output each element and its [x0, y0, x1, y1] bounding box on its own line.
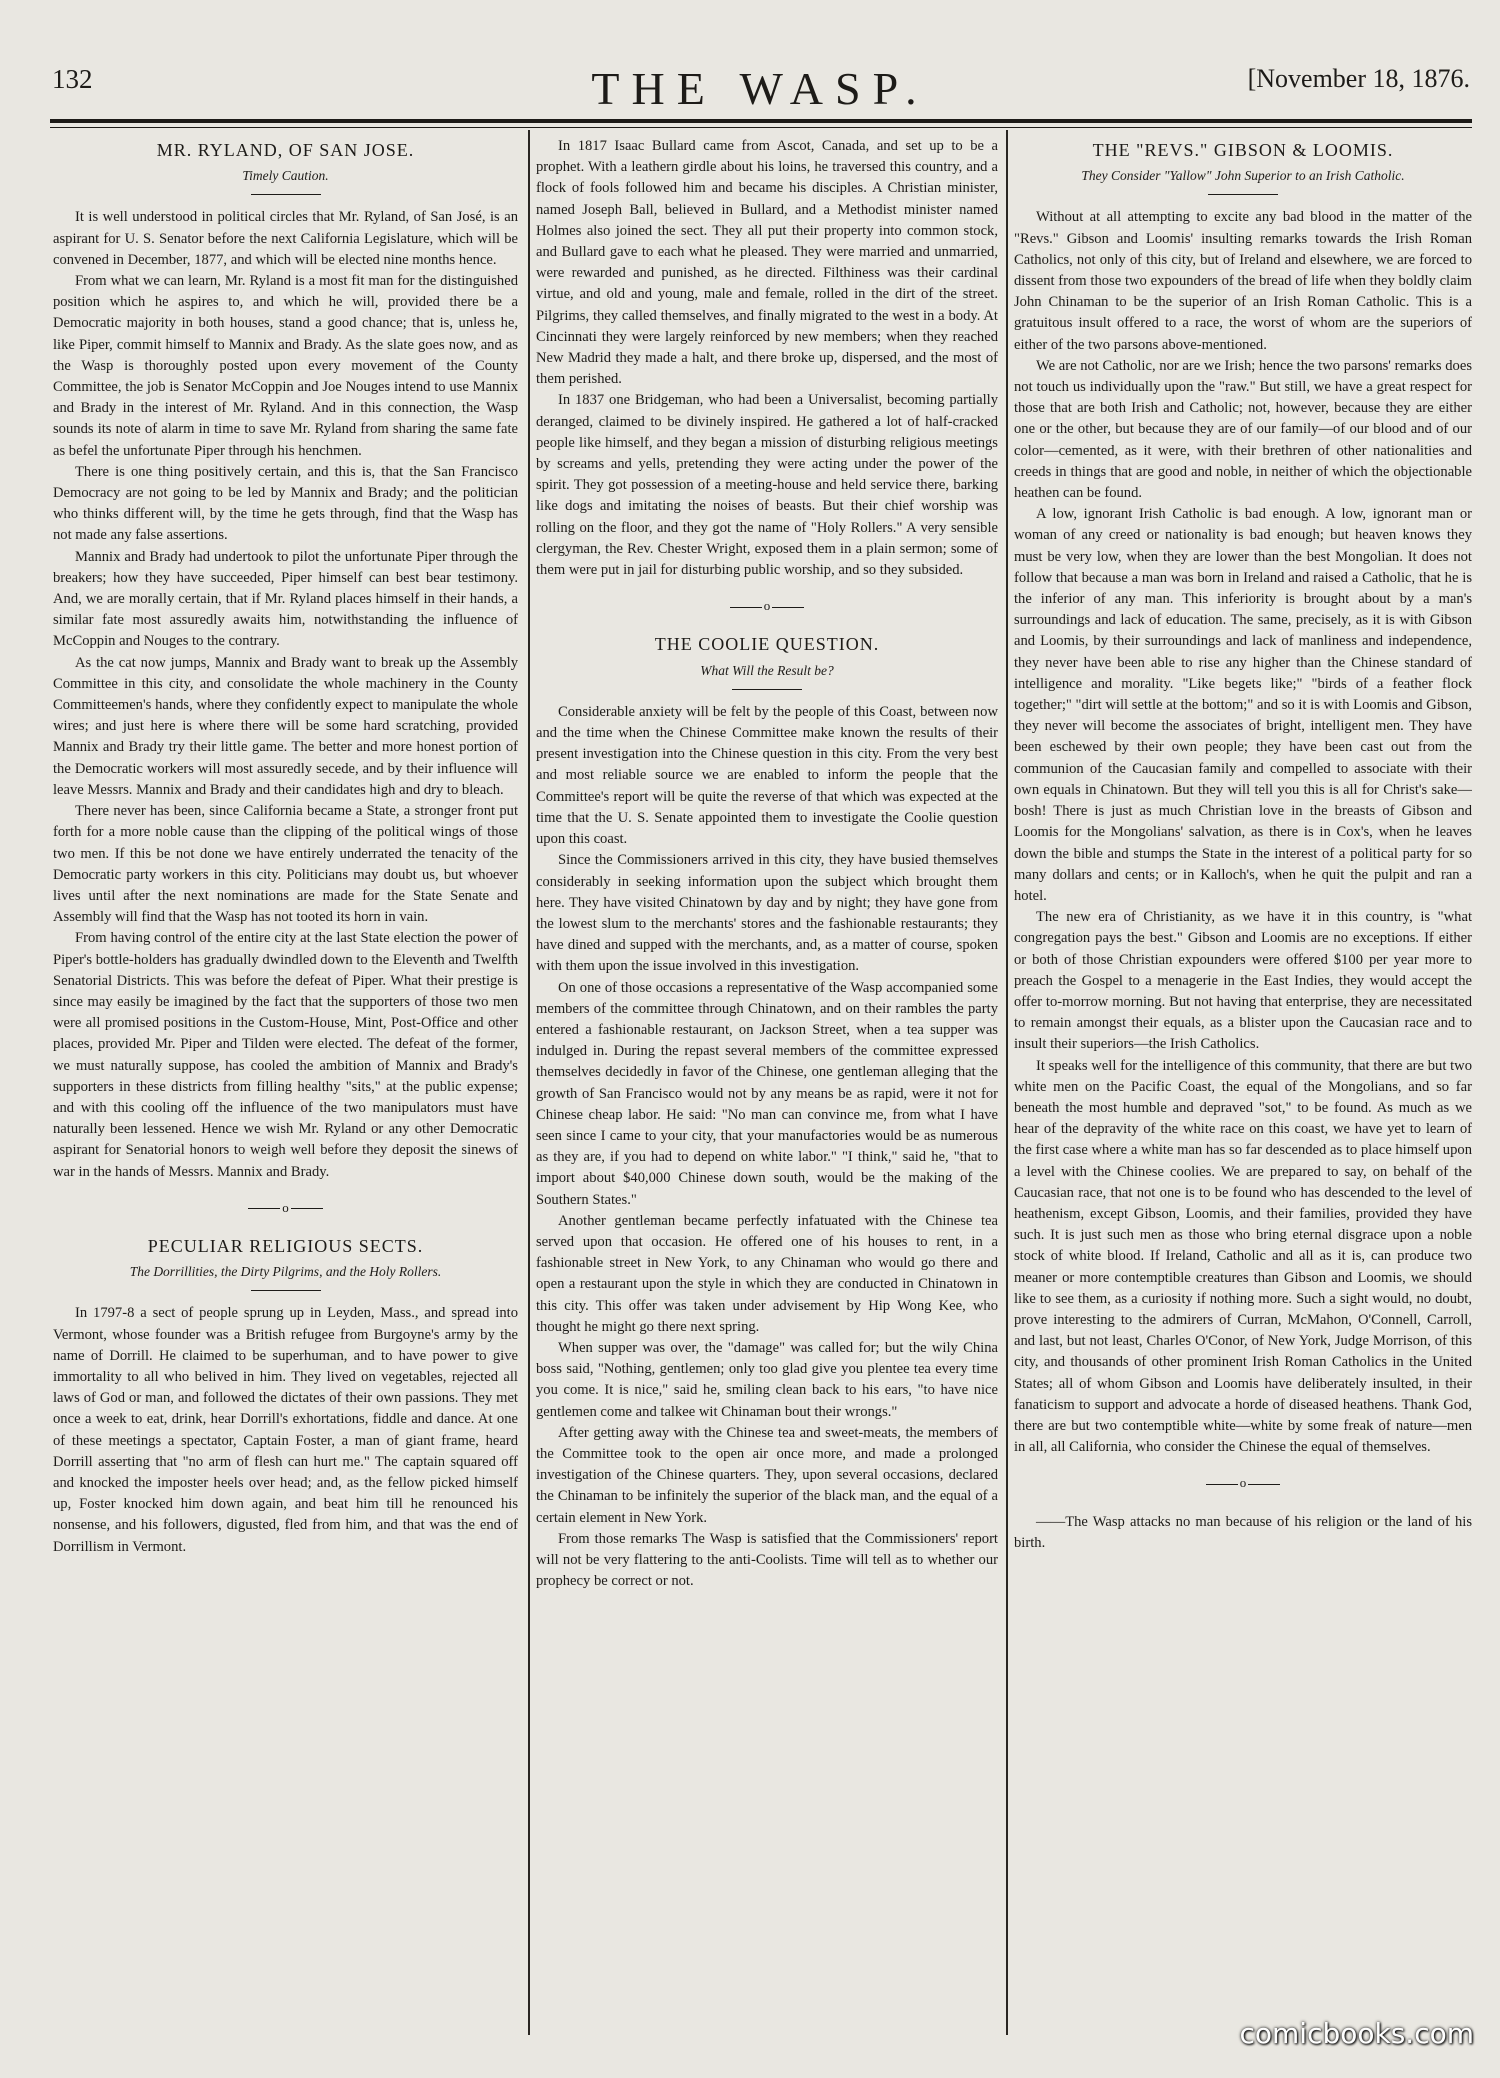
section-ornament: o	[53, 1197, 518, 1218]
paragraph: We are not Catholic, nor are we Irish; hence the two parsons' remarks does not touch us individually upon the "raw." But still, we have a great respect for those that are both Irish and Catholic; not, however, because they are either one or the other, but because they are of our family—of our blood and of our color—cemented, as it were, with their brethren of other nationalities and creeds in things that are good and noble, in neither of which the objectionable heathen can be found.	[1014, 357, 1472, 502]
headline-gibson-loomis: THE "REVS." GIBSON & LOOMIS.	[1092, 140, 1394, 160]
masthead-rule-thin	[50, 127, 1472, 128]
column-divider	[1006, 130, 1008, 2035]
paragraph: After getting away with the Chinese tea and sweet-meats, the members of the Committee took to the open air once more, and made a prolonged investigation of the Chinese quarters. They, upon several occasions, declared the Chinaman to be infinitely the superior of the black man, and the equal of a certain element in New York.	[536, 1424, 998, 1526]
paragraph: From what we can learn, Mr. Ryland is a most fit man for the distinguished position which he aspires to, and which he will, provided there be a Democratic majority in both houses, stand a good chance; that is, unless he, like Piper, commit himself to Mannix and Brady. As the slate goes now, and as the Wasp is thoroughly posted upon every movement of the County Committee, the job is Senator McCoppin and Joe Nouges intend to use Mannix and Brady in the interest of Mr. Ryland. And in this connection, the Wasp sounds its note of alarm in time to save Mr. Ryland from sharing the same fate as befel the unfortunate Piper through his henchmen.	[53, 273, 518, 459]
short-rule	[732, 689, 802, 690]
wasp-note	[1014, 1512, 1472, 1554]
masthead	[50, 62, 1470, 112]
column-1	[53, 136, 518, 2036]
publication-title: THE WASP.	[591, 63, 929, 114]
watermark: comicbooks.com	[1239, 2017, 1474, 2050]
paragraph: A low, ignorant Irish Catholic is bad enough. A low, ignorant man or woman of any creed or nationality is bad enough; but heaven knows they must be very low, when they are lower than the best Mongolian. It does not follow that because a man was born in Ireland and raised a Catholic, that he is the inferior of any man. This inferiority is brought about by a man's surroundings and lack of education. The same, precisely, as it is with Gibson and Loomis, by their surroundings and lack of manliness and independence, they never have been able to rise any higher than the Chinese standard of intelligence and morality. "Like begets like;" "birds of a feather flock together;" "dirt will settle at the bottom;" and so it is with Loomis and Gibson, they never will become the associates of bright, intelligent men. They have been eschewed by their own people; they have been cast out from the communion of the Caucasian family and compelled to associate with their own equals in Chinatown. But they will tell you this is all for Christ's sake—bosh! There is just as much Christian love in the breasts of Gibson and Loomis for the Mongolians' salvation, as there is in Cox's, when he leaves down the bible and stumps the State in the interest of a political party for so many dollars and cents; or in Kalloch's, when he quit the pulpit and ran a hotel.	[1014, 506, 1472, 904]
column-3	[1014, 136, 1472, 2036]
column-divider	[528, 130, 530, 2035]
paragraph: Considerable anxiety will be felt by the people of this Coast, between now and the time when the Chinese Committee make known the results of their present investigation into the Chinese question in this city. From the very best and most reliable source we are enabled to inform the people that the Committee's report will be quite the reverse of that which was expected at the time that the U. S. Senate appointed them to investigate the Coolie question upon this coast.	[536, 703, 998, 848]
paragraph: There never has been, since California became a State, a stronger front put forth for a more noble cause than the clipping of the political wings of those two men. If this be not done we have entirely underrated the tenacity of the Democratic party workers in this city. Politicians may doubt us, but whoever lives until after the next nominations are made for the State Senate and Assembly will find that the Wasp has not tooted its horn in vain.	[53, 803, 518, 926]
section-ornament: o	[536, 595, 998, 616]
paragraph: There is one thing positively certain, and this is, that the San Francisco Democracy are not going to be led by Mannix and Brady; and the politician who thinks different will, by the time he gets through, find that the Wasp has not made any false assertions.	[53, 463, 518, 544]
short-rule	[1208, 194, 1278, 195]
subhead-gibson-loomis: They Consider "Yallow" John Superior to an Irish Catholic.	[1081, 168, 1405, 184]
paragraph: In 1817 Isaac Bullard came from Ascot, Canada, and set up to be a prophet. With a leathern girdle about his loins, he traversed this country, and a flock of fools followed him and became his disciples. A Christian minister, named Joseph Ball, believed in Bullard, and a Methodist minister named Holmes also joined the sect. They all put their property into common stock, and Bullard gave to each what he pleased. They were married and unmarried, were rewarded and punished, as he directed. Filthiness was their cardinal virtue, and old and young, male and female, rolled in the dirt of the street. Pilgrims, they called themselves, and finally migrated to the west in a body. At Cincinnati they were largely reinforced by new members; when they reached New Madrid they made a halt, and there broke up, dispersed, and the most of them perished.	[536, 138, 998, 388]
article-body-sects-continued	[536, 136, 998, 581]
paragraph: Another gentleman became perfectly infatuated with the Chinese tea served upon that occasion. He offered one of his houses to rent, in a fashionable street in New York, to any Chinaman who would go there and open a restaurant upon the style in which they are conducted in Chinatown in this city. This offer was taken under advisement by Hip Wong Kee, who thought he might go there next spring.	[536, 1212, 998, 1335]
article-body-coolie	[536, 702, 998, 1593]
column-2	[536, 136, 998, 2036]
paragraph: ——The Wasp attacks no man because of his religion or the land of his birth.	[1014, 1513, 1472, 1551]
subhead-ryland: Timely Caution.	[242, 168, 329, 184]
issue-date: [November 18, 1876.	[1247, 64, 1470, 93]
paragraph: It is well understood in political circles that Mr. Ryland, of San José, is an aspirant for U. S. Senator before the next California Legislature, which will be convened in December, 1877, and which will be elected nine months hence.	[53, 209, 518, 268]
paragraph: From having control of the entire city at the last State election the power of Piper's bottle-holders has gradually dwindled down to the Eleventh and Twelfth Senatorial Districts. This was before the defeat of Piper. What their prestige is since may easily be imagined by the fact that the supporters of those two men were all promised positions in the Custom-House, Mint, Post-Office and other places, provided Mr. Piper and Tilden were elected. The defeat of the former, we must naturally suppose, has cooled the ambition of Mannix and Brady's supporters in these districts from filling healthy "sits," at the public expense; and with this cooling off the influence of the two manipulators must have naturally been lessened. Hence we wish Mr. Ryland or any other Democratic aspirant for Senatorial honors to weigh well before they deposit the sinews of war in the hands of Messrs. Mannix and Brady.	[53, 930, 518, 1180]
paragraph: In 1837 one Bridgeman, who had been a Universalist, becoming partially deranged, claimed to be divinely inspired. He gathered a lot of half-cracked people like himself, and they began a mission of disturbing religious meetings by screams and yells, pretending they were acting under the power of the spirit. They got possession of a meeting-house and held service there, barking like dogs and imitating the noises of beasts. But their chief worship was rolling on the floor, and they got the name of "Holy Rollers." A very sensible clergyman, the Rev. Chester Wright, exposed them in a plain sermon; some of them were put in jail for disturbing public worship, and so they subsided.	[536, 392, 998, 579]
short-rule	[251, 1290, 321, 1291]
short-rule	[251, 194, 321, 195]
subhead-religious-sects: The Dorrillities, the Dirty Pilgrims, and the Holy Rollers.	[129, 1264, 442, 1280]
article-body-gibson-loomis	[1014, 207, 1472, 1458]
paragraph: Since the Commissioners arrived in this city, they have busied themselves considerably in seeking information upon the subject which brought them here. They have visited Chinatown by day and by night; they have gone from the lowest slum to the merchants' stores and the fashionable restaurants; they have dined and supped with the merchants, and, as a matter of course, spoken with them upon the issue involved in this investigation.	[536, 852, 998, 975]
headline-coolie-question: THE COOLIE QUESTION.	[654, 634, 880, 655]
paragraph: When supper was over, the "damage" was called for; but the wily China boss said, "Nothing, gentlemen; only too glad give you plentee tea every time you come. It is nice," said he, smiling clean back to his ears, "to have nice gentlemen come and talkee wit Chinaman bout their wrongs."	[536, 1339, 998, 1420]
paragraph: As the cat now jumps, Mannix and Brady want to break up the Assembly Committee in this city, and consolidate the whole machinery in the County Committeemen's hands, where they confidently expect to manipulate the whole wires; and just here is where there will be some hard scratching, provided Mannix and Brady try their little game. The better and more honest portion of the Democratic workers will most assuredly secede, and by their influence will leave Messrs. Mannix and Brady and their candidates high and dry to bleach.	[53, 654, 518, 798]
paragraph: On one of those occasions a representative of the Wasp accompanied some members of the committee through Chinatown, and on their rambles the party entered a fashionable restaurant, on Jackson Street, when a tea supper was indulged in. During the repast several members of the committee expressed themselves decidedly in favor of the Chinese, one gentleman alleging that the growth of San Francisco would not by any means be as rapid, were it not for Chinese cheap labor. He said: "No man can convince me, from what I have seen since I came to your city, that your manufactories would be as numerous as they are, if you had to depend on white labor." "I think," said he, "that to import about $40,000 Chinese down south, would be the making of the Southern States."	[536, 979, 998, 1208]
article-body-ryland	[53, 207, 518, 1182]
masthead-rule	[50, 119, 1472, 123]
paragraph: Without at all attempting to excite any bad blood in the matter of the "Revs." Gibson and Loomis' insulting remarks towards the Irish Roman Catholics, not only of this city, but of Ireland and elsewhere, we are forced to dissent from those two expounders of the bread of life when they boldly claim John Chinaman to be the superior of an Irish Roman Catholic. This is a gratuitous insult offered to a race, the worst of whom are the superiors of either of the two parsons above-mentioned.	[1014, 209, 1472, 353]
headline-ryland: MR. RYLAND, OF SAN JOSE.	[156, 140, 415, 160]
page-number: 132	[52, 64, 93, 94]
subhead-coolie-question: What Will the Result be?	[700, 662, 834, 678]
paragraph: In 1797-8 a sect of people sprung up in Leyden, Mass., and spread into Vermont, whose founder was a British refugee from Burgoyne's army by the name of Dorrill. He claimed to be superhuman, and to have power to give immortality to all who belived in him. They lived on vegetables, rejected all laws of God or man, and followed the dictates of their own passions. They met once a week to eat, drink, hear Dorrill's exhortations, fiddle and dance. At one of these meetings a spectator, Captain Foster, a man of giant frame, heard Dorrill asserting that "no arm of flesh can hurt me." The captain squared off and knocked the imposter heels over head; and, as the fellow picked himself up, Foster knocked him down again, and beat him till he renounced his nonsense, and his followers, digusted, fled from him, and that was the end of Dorrillism in Vermont.	[53, 1305, 518, 1555]
paragraph: It speaks well for the intelligence of this community, that there are but two white men on the Pacific Coast, the equal of the Mongolians, and so far beneath the most humble and depraved "sot," to be found. As much as we hear of the depravity of the white race on this coast, we have yet to learn of the first case where a white man has so far descended as to place himself upon a level with the Chinese coolies. We are prepared to say, on behalf of the Caucasian race, that not one is to be found who has descended to the level of heathenism, except Gibson, Loomis, and their families, provided they have such. It is just such men as those who bring eternal disgrace upon a noble stock of white blood. If Ireland, Catholic and all as it is, can produce two meaner or more contemptible creatures than Gibson and Loomis, we should like to see them, as a curiosity if nothing more. Such a sight would, no doubt, prove interesting to the admirers of Curran, McMahon, O'Connell, Carroll, and last, but not least, Charles O'Conor, of New York, Judge Morrison, of this city, and thousands of other prominent Irish Roman Catholics in the United States; all of whom Gibson and Loomis have deliberately insulted, in their fanaticism to support and advocate a horde of diseased heathens. Thank God, there are but two contemptible white—white by some freak of nature—men in all, all California, who consider the Chinese the equal of themselves.	[1014, 1057, 1472, 1456]
section-ornament: o	[1014, 1472, 1472, 1493]
paragraph: From those remarks The Wasp is satisfied that the Commissioners' report will not be very flattering to the anti-Coolists. Time will tell as to whether our prophecy be correct or not.	[536, 1530, 998, 1590]
paragraph: Mannix and Brady had undertook to pilot the unfortunate Piper through the breakers; how they have succeeded, Piper himself can best bear testimony. And, we are morally certain, that if Mr. Ryland places himself in their hands, a similar fate most assuredly awaits him, notwithstanding the influence of McCoppin and Nouges to the contrary.	[53, 548, 518, 650]
paragraph: The new era of Christianity, as we have it in this country, is "what congregation pays the best." Gibson and Loomis are no exceptions. If either or both of those Christian expounders were offered $100 per year more to preach the Gospel to a menagerie in the East Indies, they would accept the offer to-morrow morning. But not having that enterprise, they are necessitated to remain amongst their equals, as a blister upon the Caucasian race and to insult their superiors—the Irish Catholics.	[1014, 909, 1472, 1053]
article-body-sects	[53, 1303, 518, 1557]
headline-religious-sects: PECULIAR RELIGIOUS SECTS.	[147, 1235, 424, 1256]
